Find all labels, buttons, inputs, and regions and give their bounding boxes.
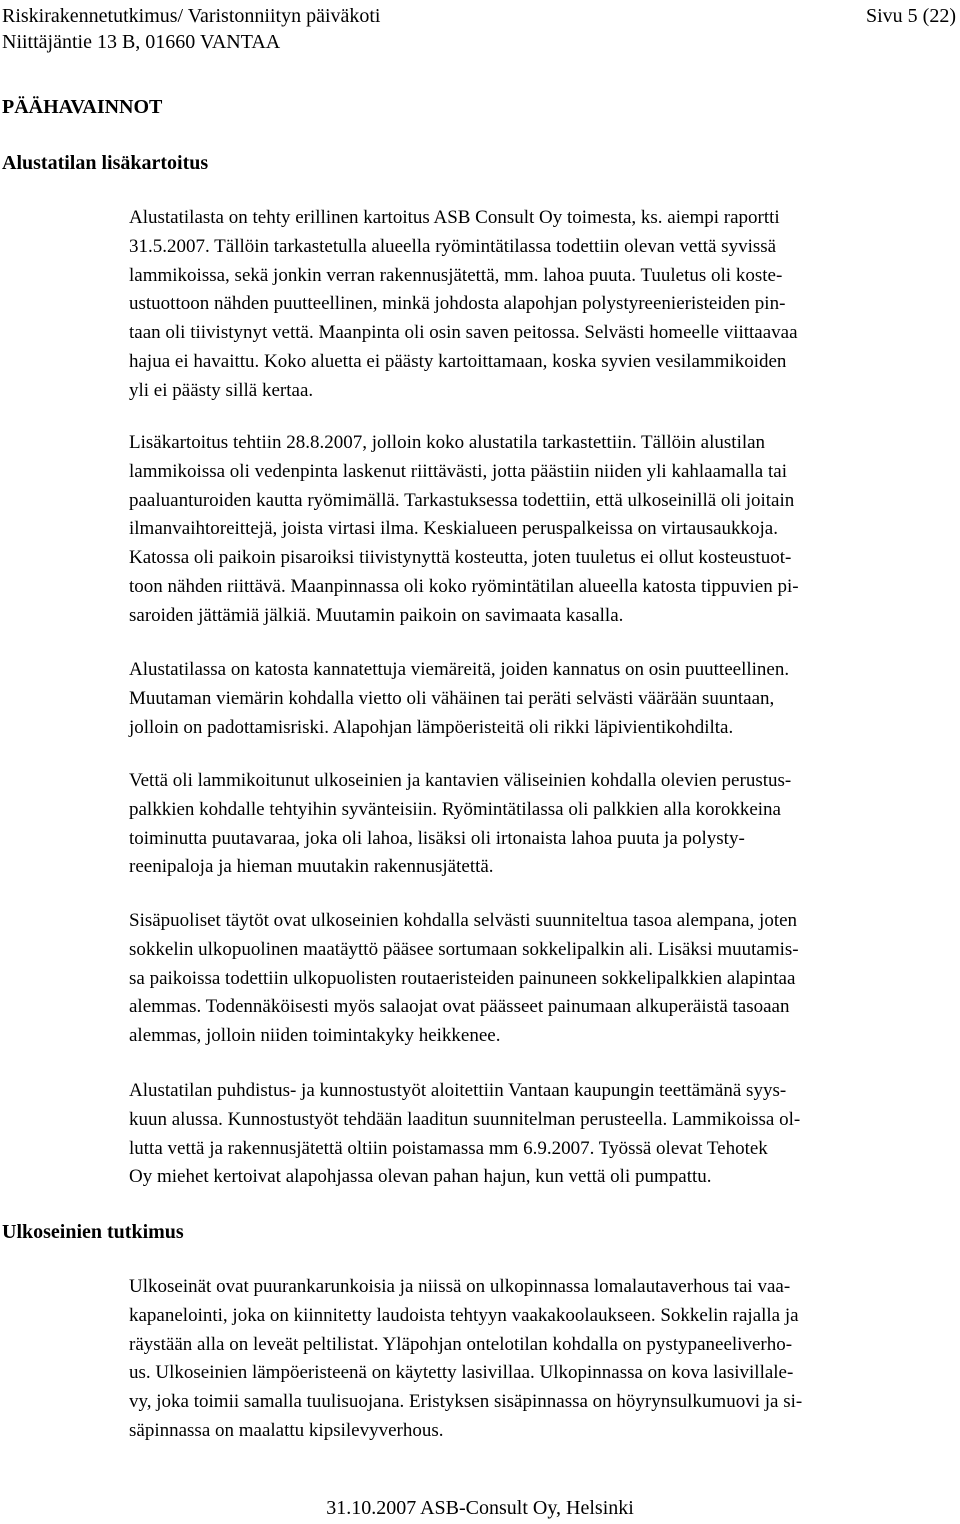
text-line: vy, joka toimii samalla tuulisuojana. Eristyksen sisäpinnassa on höyrynsulkumuovi ja si- bbox=[129, 1391, 803, 1413]
text-line: säpinnassa on maalattu kipsilevyverhous. bbox=[129, 1419, 444, 1441]
text-line: toiminutta puutavaraa, joka oli lahoa, lisäksi oli irtonaista lahoa puuta ja polysty- bbox=[129, 827, 745, 849]
text-line: Oy miehet kertoivat alapohjassa olevan pahan hajun, kun vettä oli pumpattu. bbox=[129, 1166, 712, 1188]
text-line: Alustatilasta on tehty erillinen kartoitus ASB Consult Oy toimesta, ks. aiempi raportti bbox=[129, 207, 780, 228]
text-line: 31.5.2007. Tällöin tarkastetulla alueella ryömintätilassa todettiin olevan vettä syvissä bbox=[129, 235, 777, 257]
text-line: saroiden jättämiä jälkiä. Muutamin paikoin on savimaata kasalla. bbox=[129, 604, 624, 626]
text-line: ilmanvaihtoreittejä, joista virtasi ilma. Keskialueen peruspalkeissa on virtausaukkoja. bbox=[129, 518, 778, 540]
paragraph-alustatila-1 bbox=[129, 204, 958, 406]
section-title-ulkoseinat: Ulkoseinien tutkimus bbox=[2, 1221, 184, 1243]
text-line: taan oli tiivistynyt vettä. Maanpinta oli osin saven peitossa. Selvästi homeelle viittaavaa bbox=[129, 322, 798, 344]
paragraph-alustatila-6 bbox=[129, 1077, 958, 1192]
text-line: sa paikoissa todettiin ulkopuolisten routaeristeiden painuneen sokkelipalkkien alapintaa bbox=[129, 967, 796, 989]
header-title: Riskirakennetutkimus/ Varistonniityn päiväkoti bbox=[2, 5, 381, 27]
text-line: reenipaloja ja hieman muutakin rakennusjätettä. bbox=[129, 856, 494, 878]
footer-text: 31.10.2007 ASB-Consult Oy, Helsinki bbox=[326, 1497, 634, 1519]
text-line: alemmas. Todennäköisesti myös salaojat ovat päässeet painumaan alkuperäistä tasoaan bbox=[129, 996, 790, 1018]
text-line: alemmas, jolloin niiden toimintakyky heikkenee. bbox=[129, 1025, 501, 1047]
text-line: us. Ulkoseinien lämpöeristeenä on käytetty lasivillaa. Ulkopinnassa on kova lasivillale- bbox=[129, 1362, 794, 1384]
header-address: Niittäjäntie 13 B, 01660 VANTAA bbox=[2, 31, 281, 53]
text-line: paaluanturoiden kautta ryömimällä. Tarkastuksessa todettiin, että ulkoseinillä oli joitain bbox=[129, 489, 795, 511]
text-line: Ulkoseinät ovat puurankarunkoisia ja niissä on ulkopinnassa lomalautaverhous tai vaa- bbox=[129, 1276, 791, 1297]
paragraph-alustatila-3 bbox=[129, 656, 958, 742]
text-line: lammikoissa, sekä jonkin verran rakennusjätettä, mm. lahoa puuta. Tuuletus oli koste- bbox=[129, 264, 783, 286]
main-heading: PÄÄHAVAINNOT bbox=[2, 96, 163, 118]
text-line: palkkien kohdalle tehtyihin syvänteisiin. Ryömintätilassa oli palkkien alla korokkeina bbox=[129, 798, 781, 820]
text-line: toon nähden riittävä. Maanpinnassa oli koko ryömintätilan alueella katosta tippuvien pi- bbox=[129, 575, 799, 597]
paragraph-alustatila-5 bbox=[129, 907, 958, 1051]
text-line: Alustatilassa on katosta kannatettuja viemäreitä, joiden kannatus on osin puutteellinen. bbox=[129, 659, 790, 680]
text-line: lammikoissa oli vedenpinta laskenut riittävästi, jotta päästiin niiden yli kahlaamalla tai bbox=[129, 460, 787, 482]
text-line: hajua ei havaittu. Koko aluetta ei päästy kartoittamaan, koska syvien vesilammikoiden bbox=[129, 350, 787, 372]
text-line: Alustatilan puhdistus- ja kunnostustyöt aloitettiin Vantaan kaupungin teettämänä syys- bbox=[129, 1080, 787, 1101]
paragraph-alustatila-4 bbox=[129, 767, 958, 882]
text-line: Katossa oli paikoin pisaroiksi tiivistynyttä kosteutta, joten tuuletus ei ollut kosteustuot- bbox=[129, 547, 792, 569]
text-line: yli ei päästy sillä kertaa. bbox=[129, 379, 314, 401]
page-number: Sivu 5 (22) bbox=[866, 5, 956, 27]
text-line: ustuottoon nähden puutteellinen, minkä johdosta alapohjan polystyreenieristeiden pin- bbox=[129, 293, 786, 315]
text-line: Muutaman viemärin kohdalla vietto oli vähäinen tai peräti selvästi väärään suuntaan, bbox=[129, 687, 775, 709]
text-line: kuun alussa. Kunnostustyöt tehdään laaditun suunnitelman perusteella. Lammikoissa ol- bbox=[129, 1108, 801, 1130]
text-line: jolloin on padottamisriski. Alapohjan lämpöeristeitä oli rikki läpivientikohdilta. bbox=[129, 716, 734, 738]
text-line: Sisäpuoliset täytöt ovat ulkoseinien kohdalla selvästi suunniteltua tasoa alempana, joten bbox=[129, 910, 798, 931]
text-line: räystään alla on leveät peltilistat. Yläpohjan ontelotilan kohdalla on pystypaneeliverho- bbox=[129, 1333, 793, 1355]
text-line: lutta vettä ja rakennusjätettä oltiin poistamassa mm 6.9.2007. Työssä olevat Tehotek bbox=[129, 1137, 768, 1159]
text-line: Lisäkartoitus tehtiin 28.8.2007, jolloin koko alustatila tarkastettiin. Tällöin alustilan bbox=[129, 432, 766, 453]
text-line: Vettä oli lammikoitunut ulkoseinien ja kantavien väliseinien kohdalla olevien perustus- bbox=[129, 770, 792, 791]
text-line: sokkelin ulkopuolinen maatäyttö pääsee sortumaan sokkelipalkin ali. Lisäksi muutamis- bbox=[129, 938, 799, 960]
paragraph-ulkoseinat-1 bbox=[129, 1273, 958, 1446]
text-line: kapanelointi, joka on kiinnitetty laudoista tehtyyn vaakakoolaukseen. Sokkelin rajalla ja bbox=[129, 1304, 799, 1326]
section-title-alustatila: Alustatilan lisäkartoitus bbox=[2, 152, 209, 174]
paragraph-alustatila-2 bbox=[129, 429, 958, 631]
